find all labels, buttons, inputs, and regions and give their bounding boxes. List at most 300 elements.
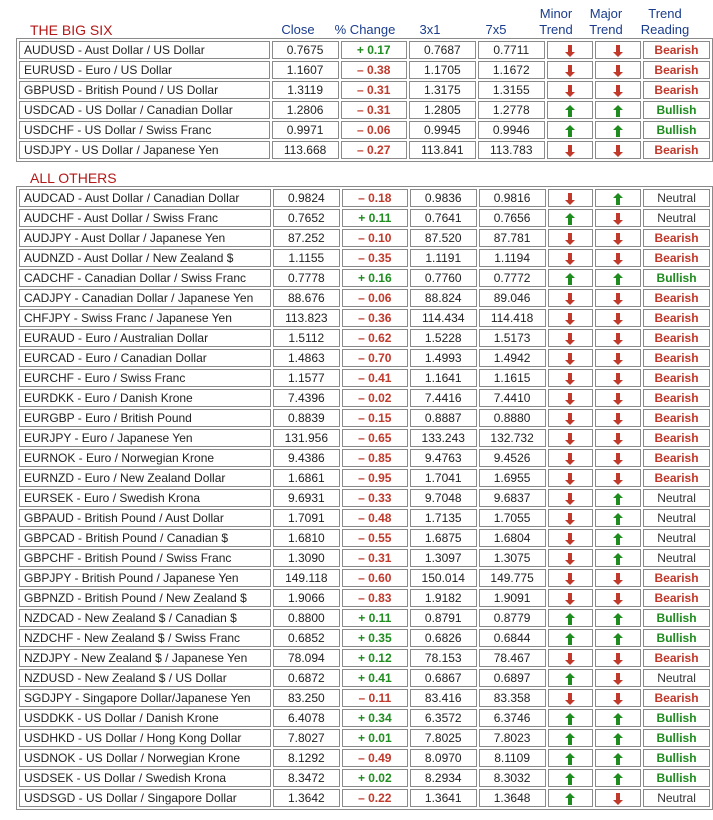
arrow-down-icon bbox=[565, 433, 575, 445]
trend-reading-cell: Bearish bbox=[643, 349, 710, 367]
change-cell: – 0.02 bbox=[342, 389, 408, 407]
minor-trend-cell bbox=[548, 429, 594, 447]
change-cell: + 0.16 bbox=[342, 269, 408, 287]
arrow-up-icon bbox=[613, 125, 623, 137]
arrow-down-icon bbox=[565, 253, 575, 265]
arrow-up-icon bbox=[565, 125, 575, 137]
change-cell: – 0.10 bbox=[342, 229, 408, 247]
minor-trend-cell bbox=[548, 549, 594, 567]
ma-3x1-cell: 8.2934 bbox=[410, 769, 477, 787]
ma-3x1-cell: 1.3641 bbox=[410, 789, 477, 807]
arrow-down-icon bbox=[613, 793, 623, 805]
table-row bbox=[19, 689, 710, 707]
table-row bbox=[19, 629, 710, 647]
close-cell: 0.7675 bbox=[272, 41, 339, 59]
ma-3x1-cell: 114.434 bbox=[410, 309, 477, 327]
major-trend-cell bbox=[595, 749, 641, 767]
major-trend-cell bbox=[595, 41, 641, 59]
arrow-down-icon bbox=[565, 373, 575, 385]
ma-7x5-cell: 1.1194 bbox=[479, 249, 546, 267]
arrow-up-icon bbox=[613, 273, 623, 285]
table-row bbox=[19, 409, 710, 427]
ma-3x1-cell: 8.0970 bbox=[410, 749, 477, 767]
arrow-up-icon bbox=[613, 613, 623, 625]
major-trend-cell bbox=[595, 429, 641, 447]
pair-name-cell: GBPJPY - British Pound / Japanese Yen bbox=[19, 569, 271, 587]
trend-reading-cell: Neutral bbox=[643, 189, 710, 207]
ma-3x1-cell: 1.4993 bbox=[410, 349, 477, 367]
arrow-down-icon bbox=[613, 353, 623, 365]
ma-7x5-cell: 6.3746 bbox=[479, 709, 546, 727]
ma-7x5-cell: 1.7055 bbox=[479, 509, 546, 527]
arrow-down-icon bbox=[613, 433, 623, 445]
trend-reading-cell: Bearish bbox=[643, 309, 710, 327]
change-cell: – 0.18 bbox=[342, 189, 408, 207]
minor-trend-cell bbox=[548, 589, 594, 607]
pair-name-cell: NZDCAD - New Zealand $ / Canadian $ bbox=[19, 609, 271, 627]
ma-7x5-cell: 78.467 bbox=[479, 649, 546, 667]
arrow-up-icon bbox=[613, 493, 623, 505]
section-title-big-six: THE BIG SIX bbox=[30, 22, 113, 38]
arrow-up-icon bbox=[565, 633, 575, 645]
close-cell: 149.118 bbox=[273, 569, 340, 587]
arrow-down-icon bbox=[565, 453, 575, 465]
arrow-down-icon bbox=[613, 473, 623, 485]
close-cell: 113.823 bbox=[273, 309, 340, 327]
major-trend-cell bbox=[595, 389, 641, 407]
ma-3x1-cell: 6.3572 bbox=[410, 709, 477, 727]
trend-reading-cell: Bullish bbox=[643, 101, 710, 119]
minor-trend-cell bbox=[548, 289, 594, 307]
change-cell: + 0.17 bbox=[341, 41, 407, 59]
header-close: Close bbox=[281, 22, 315, 37]
change-cell: + 0.34 bbox=[342, 709, 408, 727]
change-cell: – 0.15 bbox=[342, 409, 408, 427]
minor-trend-cell bbox=[547, 81, 593, 99]
ma-3x1-cell: 1.1191 bbox=[410, 249, 477, 267]
table-row bbox=[19, 669, 710, 687]
table-row bbox=[19, 389, 710, 407]
ma-3x1-cell: 1.1641 bbox=[410, 369, 477, 387]
change-cell: – 0.27 bbox=[341, 141, 407, 159]
arrow-up-icon bbox=[565, 773, 575, 785]
close-cell: 0.9971 bbox=[272, 121, 339, 139]
close-cell: 7.8027 bbox=[273, 729, 340, 747]
ma-3x1-cell: 1.9182 bbox=[410, 589, 477, 607]
change-cell: – 0.11 bbox=[342, 689, 408, 707]
trend-reading-cell: Bullish bbox=[643, 749, 710, 767]
ma-3x1-cell: 150.014 bbox=[410, 569, 477, 587]
trend-reading-cell: Bearish bbox=[643, 449, 710, 467]
minor-trend-cell bbox=[548, 329, 594, 347]
close-cell: 1.3119 bbox=[272, 81, 339, 99]
major-trend-cell bbox=[595, 101, 641, 119]
minor-trend-cell bbox=[547, 121, 593, 139]
trend-reading-cell: Bullish bbox=[643, 729, 710, 747]
close-cell: 7.4396 bbox=[273, 389, 340, 407]
arrow-down-icon bbox=[565, 593, 575, 605]
arrow-up-icon bbox=[613, 193, 623, 205]
pair-name-cell: EURGBP - Euro / British Pound bbox=[19, 409, 271, 427]
pair-name-cell: EURNOK - Euro / Norwegian Krone bbox=[19, 449, 271, 467]
trend-reading-cell: Neutral bbox=[643, 549, 710, 567]
major-trend-cell bbox=[595, 289, 641, 307]
arrow-down-icon bbox=[565, 85, 575, 97]
arrow-up-icon bbox=[565, 713, 575, 725]
trend-reading-cell: Bearish bbox=[643, 81, 710, 99]
arrow-down-icon bbox=[613, 145, 623, 157]
arrow-down-icon bbox=[565, 333, 575, 345]
minor-trend-cell bbox=[547, 41, 593, 59]
table-row bbox=[19, 289, 710, 307]
ma-3x1-cell: 1.7135 bbox=[410, 509, 477, 527]
minor-trend-cell bbox=[548, 569, 594, 587]
table-row bbox=[19, 469, 710, 487]
arrow-up-icon bbox=[613, 733, 623, 745]
table-row bbox=[19, 489, 710, 507]
ma-3x1-cell: 9.7048 bbox=[410, 489, 477, 507]
table-row bbox=[19, 81, 710, 99]
arrow-down-icon bbox=[613, 673, 623, 685]
arrow-down-icon bbox=[613, 593, 623, 605]
change-cell: + 0.41 bbox=[342, 669, 408, 687]
trend-reading-cell: Bearish bbox=[643, 141, 710, 159]
trend-reading-cell: Bearish bbox=[643, 689, 710, 707]
major-trend-cell bbox=[595, 689, 641, 707]
arrow-up-icon bbox=[565, 613, 575, 625]
pair-name-cell: EURAUD - Euro / Australian Dollar bbox=[19, 329, 271, 347]
trend-reading-cell: Bearish bbox=[643, 569, 710, 587]
ma-3x1-cell: 0.7687 bbox=[409, 41, 476, 59]
minor-trend-cell bbox=[548, 309, 594, 327]
close-cell: 9.6931 bbox=[273, 489, 340, 507]
table-row bbox=[19, 769, 710, 787]
arrow-down-icon bbox=[565, 513, 575, 525]
minor-trend-cell bbox=[548, 229, 594, 247]
table-row bbox=[19, 269, 710, 287]
major-trend-cell bbox=[595, 81, 641, 99]
change-cell: – 0.48 bbox=[342, 509, 408, 527]
arrow-down-icon bbox=[565, 573, 575, 585]
change-cell: – 0.85 bbox=[342, 449, 408, 467]
major-trend-cell bbox=[595, 249, 641, 267]
table-row bbox=[19, 369, 710, 387]
close-cell: 0.9824 bbox=[273, 189, 340, 207]
major-trend-cell bbox=[595, 141, 641, 159]
trend-reading-cell: Bearish bbox=[643, 389, 710, 407]
arrow-down-icon bbox=[565, 493, 575, 505]
minor-trend-cell bbox=[548, 469, 594, 487]
trend-reading-cell: Neutral bbox=[643, 489, 710, 507]
major-trend-cell bbox=[595, 61, 641, 79]
arrow-down-icon bbox=[613, 85, 623, 97]
arrow-down-icon bbox=[565, 45, 575, 57]
ma-7x5-cell: 113.783 bbox=[478, 141, 545, 159]
ma-7x5-cell: 1.4942 bbox=[479, 349, 546, 367]
ma-7x5-cell: 87.781 bbox=[479, 229, 546, 247]
pair-name-cell: NZDCHF - New Zealand $ / Swiss Franc bbox=[19, 629, 271, 647]
trend-reading-cell: Bearish bbox=[643, 229, 710, 247]
trend-reading-cell: Bearish bbox=[643, 289, 710, 307]
arrow-down-icon bbox=[613, 65, 623, 77]
trend-reading-cell: Bullish bbox=[643, 269, 710, 287]
close-cell: 1.1577 bbox=[273, 369, 340, 387]
arrow-up-icon bbox=[613, 753, 623, 765]
pair-name-cell: AUDCAD - Aust Dollar / Canadian Dollar bbox=[19, 189, 271, 207]
ma-7x5-cell: 1.9091 bbox=[479, 589, 546, 607]
table-row bbox=[19, 649, 710, 667]
ma-7x5-cell: 0.9816 bbox=[479, 189, 546, 207]
minor-trend-cell bbox=[547, 61, 593, 79]
close-cell: 1.2806 bbox=[272, 101, 339, 119]
ma-7x5-cell: 132.732 bbox=[479, 429, 546, 447]
minor-trend-cell bbox=[548, 189, 594, 207]
ma-3x1-cell: 7.8025 bbox=[410, 729, 477, 747]
arrow-down-icon bbox=[613, 693, 623, 705]
pair-name-cell: AUDJPY - Aust Dollar / Japanese Yen bbox=[19, 229, 271, 247]
ma-3x1-cell: 1.3175 bbox=[409, 81, 476, 99]
change-cell: – 0.36 bbox=[342, 309, 408, 327]
major-trend-cell bbox=[595, 269, 641, 287]
major-trend-cell bbox=[595, 769, 641, 787]
trend-reading-cell: Neutral bbox=[643, 529, 710, 547]
close-cell: 113.668 bbox=[272, 141, 339, 159]
change-cell: – 0.35 bbox=[342, 249, 408, 267]
major-trend-cell bbox=[595, 789, 641, 807]
pair-name-cell: EURNZD - Euro / New Zealand Dollar bbox=[19, 469, 271, 487]
major-trend-cell bbox=[595, 309, 641, 327]
all-others-table bbox=[16, 186, 713, 810]
close-cell: 0.8800 bbox=[273, 609, 340, 627]
ma-7x5-cell: 0.9946 bbox=[478, 121, 545, 139]
table-row bbox=[19, 189, 710, 207]
change-cell: – 0.06 bbox=[341, 121, 407, 139]
arrow-up-icon bbox=[613, 105, 623, 117]
pair-name-cell: AUDNZD - Aust Dollar / New Zealand $ bbox=[19, 249, 271, 267]
close-cell: 8.1292 bbox=[273, 749, 340, 767]
pair-name-cell: USDJPY - US Dollar / Japanese Yen bbox=[19, 141, 270, 159]
ma-3x1-cell: 9.4763 bbox=[410, 449, 477, 467]
minor-trend-cell bbox=[548, 609, 594, 627]
close-cell: 9.4386 bbox=[273, 449, 340, 467]
change-cell: – 0.06 bbox=[342, 289, 408, 307]
ma-3x1-cell: 88.824 bbox=[410, 289, 477, 307]
ma-3x1-cell: 0.7641 bbox=[410, 209, 477, 227]
major-trend-cell bbox=[595, 189, 641, 207]
header-change: % Change bbox=[334, 22, 396, 37]
trend-reading-cell: Bullish bbox=[643, 629, 710, 647]
arrow-down-icon bbox=[613, 393, 623, 405]
minor-trend-cell bbox=[548, 749, 594, 767]
pair-name-cell: NZDUSD - New Zealand $ / US Dollar bbox=[19, 669, 271, 687]
trend-reading-cell: Bullish bbox=[643, 121, 710, 139]
table-row bbox=[19, 449, 710, 467]
minor-trend-cell bbox=[548, 649, 594, 667]
trend-reading-cell: Neutral bbox=[643, 509, 710, 527]
arrow-down-icon bbox=[565, 473, 575, 485]
minor-trend-cell bbox=[548, 249, 594, 267]
table-row bbox=[19, 789, 710, 807]
trend-reading-cell: Bearish bbox=[643, 41, 710, 59]
header-minor-2: Trend bbox=[539, 22, 573, 37]
close-cell: 83.250 bbox=[273, 689, 340, 707]
arrow-up-icon bbox=[613, 553, 623, 565]
ma-7x5-cell: 1.3648 bbox=[479, 789, 546, 807]
ma-3x1-cell: 1.1705 bbox=[409, 61, 476, 79]
table-row bbox=[19, 569, 710, 587]
major-trend-cell bbox=[595, 709, 641, 727]
major-trend-cell bbox=[595, 509, 641, 527]
arrow-up-icon bbox=[565, 793, 575, 805]
ma-7x5-cell: 1.3155 bbox=[478, 81, 545, 99]
pair-name-cell: EURCAD - Euro / Canadian Dollar bbox=[19, 349, 271, 367]
close-cell: 6.4078 bbox=[273, 709, 340, 727]
major-trend-cell bbox=[595, 609, 641, 627]
ma-7x5-cell: 1.2778 bbox=[478, 101, 545, 119]
major-trend-cell bbox=[595, 121, 641, 139]
ma-7x5-cell: 1.6804 bbox=[479, 529, 546, 547]
arrow-up-icon bbox=[613, 533, 623, 545]
minor-trend-cell bbox=[548, 689, 594, 707]
close-cell: 0.6872 bbox=[273, 669, 340, 687]
table-row bbox=[19, 229, 710, 247]
ma-7x5-cell: 7.8023 bbox=[479, 729, 546, 747]
major-trend-cell bbox=[595, 649, 641, 667]
minor-trend-cell bbox=[548, 389, 594, 407]
major-trend-cell bbox=[595, 449, 641, 467]
arrow-up-icon bbox=[565, 213, 575, 225]
ma-3x1-cell: 1.6875 bbox=[410, 529, 477, 547]
minor-trend-cell bbox=[548, 349, 594, 367]
major-trend-cell bbox=[595, 589, 641, 607]
trend-reading-cell: Bearish bbox=[643, 369, 710, 387]
table-row bbox=[19, 249, 710, 267]
ma-7x5-cell: 1.3075 bbox=[479, 549, 546, 567]
pair-name-cell: USDCHF - US Dollar / Swiss Franc bbox=[19, 121, 270, 139]
trend-reading-cell: Bearish bbox=[643, 409, 710, 427]
table-row bbox=[19, 529, 710, 547]
close-cell: 1.4863 bbox=[273, 349, 340, 367]
pair-name-cell: USDSEK - US Dollar / Swedish Krona bbox=[19, 769, 271, 787]
header-minor-1: Minor bbox=[539, 6, 573, 21]
change-cell: – 0.31 bbox=[341, 101, 407, 119]
trend-reading-cell: Bullish bbox=[643, 609, 710, 627]
ma-7x5-cell: 0.6844 bbox=[479, 629, 546, 647]
ma-7x5-cell: 8.1109 bbox=[479, 749, 546, 767]
close-cell: 1.6861 bbox=[273, 469, 340, 487]
pair-name-cell: GBPNZD - British Pound / New Zealand $ bbox=[19, 589, 271, 607]
ma-3x1-cell: 0.6867 bbox=[410, 669, 477, 687]
trend-reading-cell: Bullish bbox=[643, 769, 710, 787]
ma-7x5-cell: 1.1615 bbox=[479, 369, 546, 387]
ma-7x5-cell: 9.6837 bbox=[479, 489, 546, 507]
minor-trend-cell bbox=[548, 409, 594, 427]
header-major-2: Trend bbox=[589, 22, 623, 37]
arrow-down-icon bbox=[565, 393, 575, 405]
table-row bbox=[19, 509, 710, 527]
ma-3x1-cell: 0.9836 bbox=[410, 189, 477, 207]
close-cell: 1.6810 bbox=[273, 529, 340, 547]
major-trend-cell bbox=[595, 669, 641, 687]
trend-reading-cell: Neutral bbox=[643, 209, 710, 227]
arrow-down-icon bbox=[565, 693, 575, 705]
arrow-down-icon bbox=[613, 313, 623, 325]
ma-3x1-cell: 87.520 bbox=[410, 229, 477, 247]
minor-trend-cell bbox=[548, 729, 594, 747]
close-cell: 1.9066 bbox=[273, 589, 340, 607]
close-cell: 1.3642 bbox=[273, 789, 340, 807]
arrow-up-icon bbox=[565, 753, 575, 765]
close-cell: 0.7652 bbox=[273, 209, 340, 227]
table-row bbox=[19, 101, 710, 119]
pair-name-cell: CADJPY - Canadian Dollar / Japanese Yen bbox=[19, 289, 271, 307]
major-trend-cell bbox=[595, 349, 641, 367]
trend-reading-cell: Bullish bbox=[643, 709, 710, 727]
pair-name-cell: EURJPY - Euro / Japanese Yen bbox=[19, 429, 271, 447]
pair-name-cell: GBPCAD - British Pound / Canadian $ bbox=[19, 529, 271, 547]
arrow-down-icon bbox=[613, 233, 623, 245]
ma-3x1-cell: 7.4416 bbox=[410, 389, 477, 407]
close-cell: 78.094 bbox=[273, 649, 340, 667]
close-cell: 87.252 bbox=[273, 229, 340, 247]
arrow-down-icon bbox=[565, 293, 575, 305]
minor-trend-cell bbox=[548, 529, 594, 547]
table-row bbox=[19, 709, 710, 727]
ma-3x1-cell: 113.841 bbox=[409, 141, 476, 159]
arrow-up-icon bbox=[565, 673, 575, 685]
table-row bbox=[19, 329, 710, 347]
minor-trend-cell bbox=[548, 509, 594, 527]
change-cell: + 0.02 bbox=[342, 769, 408, 787]
ma-3x1-cell: 1.7041 bbox=[410, 469, 477, 487]
table-row bbox=[19, 589, 710, 607]
header-7x5: 7x5 bbox=[485, 22, 507, 37]
table-row bbox=[19, 349, 710, 367]
change-cell: – 0.65 bbox=[342, 429, 408, 447]
pair-name-cell: GBPUSD - British Pound / US Dollar bbox=[19, 81, 270, 99]
change-cell: + 0.11 bbox=[342, 209, 408, 227]
arrow-down-icon bbox=[613, 293, 623, 305]
major-trend-cell bbox=[595, 209, 641, 227]
arrow-up-icon bbox=[613, 513, 623, 525]
minor-trend-cell bbox=[548, 669, 594, 687]
table-row bbox=[19, 609, 710, 627]
major-trend-cell bbox=[595, 729, 641, 747]
arrow-down-icon bbox=[613, 413, 623, 425]
ma-3x1-cell: 1.5228 bbox=[410, 329, 477, 347]
arrow-down-icon bbox=[565, 553, 575, 565]
close-cell: 8.3472 bbox=[273, 769, 340, 787]
ma-7x5-cell: 0.8779 bbox=[479, 609, 546, 627]
minor-trend-cell bbox=[548, 209, 594, 227]
change-cell: – 0.41 bbox=[342, 369, 408, 387]
arrow-down-icon bbox=[565, 653, 575, 665]
ma-3x1-cell: 0.9945 bbox=[409, 121, 476, 139]
trend-reading-cell: Bearish bbox=[643, 249, 710, 267]
pair-name-cell: SGDJPY - Singapore Dollar/Japanese Yen bbox=[19, 689, 271, 707]
change-cell: – 0.70 bbox=[342, 349, 408, 367]
pair-name-cell: USDSGD - US Dollar / Singapore Dollar bbox=[19, 789, 271, 807]
minor-trend-cell bbox=[547, 141, 593, 159]
ma-3x1-cell: 0.6826 bbox=[410, 629, 477, 647]
ma-3x1-cell: 0.8791 bbox=[410, 609, 477, 627]
major-trend-cell bbox=[595, 469, 641, 487]
ma-7x5-cell: 7.4410 bbox=[479, 389, 546, 407]
ma-7x5-cell: 1.6955 bbox=[479, 469, 546, 487]
close-cell: 1.7091 bbox=[273, 509, 340, 527]
change-cell: + 0.12 bbox=[342, 649, 408, 667]
close-cell: 1.3090 bbox=[273, 549, 340, 567]
